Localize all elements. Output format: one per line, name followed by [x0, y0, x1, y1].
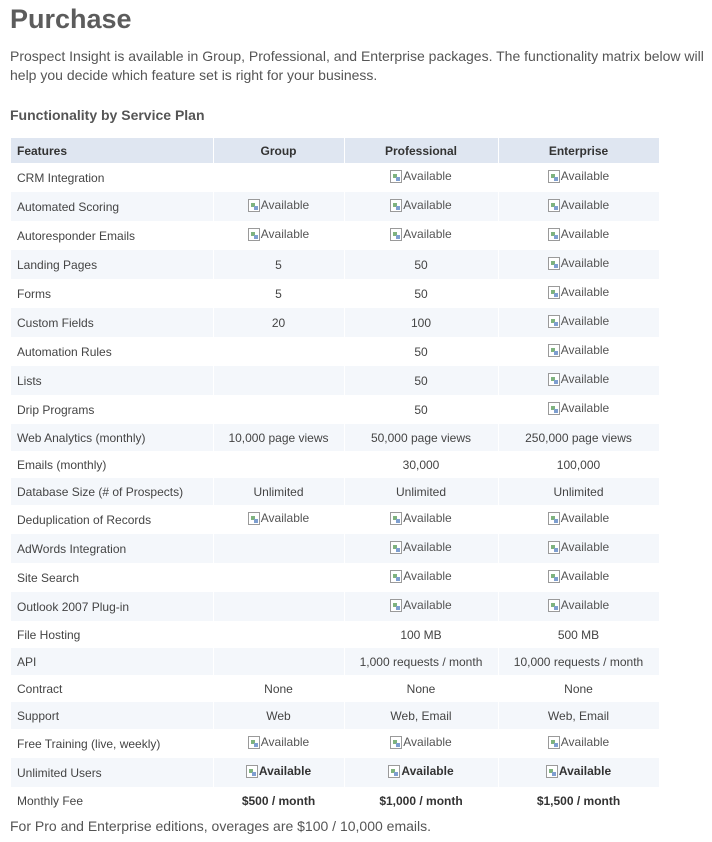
feature-name: Support: [11, 702, 213, 729]
available-label: Available: [403, 511, 452, 526]
cell-professional: [344, 163, 498, 192]
feature-name: Database Size (# of Prospects): [11, 478, 213, 505]
cell-group: Web: [213, 702, 344, 729]
table-row: [11, 424, 659, 451]
header-features: Features: [11, 138, 213, 163]
broken-image-icon: [390, 736, 402, 749]
available-label: Available: [560, 569, 610, 584]
cell-group: [213, 729, 344, 758]
feature-name: Outlook 2007 Plug-in: [11, 592, 213, 621]
cell-group: [213, 563, 344, 592]
table-row: [11, 308, 659, 337]
available-label: Available: [558, 764, 612, 779]
available-label: Available: [403, 198, 452, 213]
table-row: [11, 621, 659, 648]
available-image: [548, 401, 609, 415]
available-label: Available: [560, 169, 610, 184]
feature-name: Unlimited Users: [11, 758, 213, 787]
available-image: [390, 511, 451, 525]
available-image: [390, 540, 451, 554]
feature-name: Web Analytics (monthly): [11, 424, 213, 451]
cell-enterprise: [498, 505, 659, 534]
available-image: [248, 511, 309, 525]
available-label: Available: [560, 227, 610, 242]
available-label: Available: [260, 227, 310, 242]
available-label: Available: [560, 314, 610, 329]
cell-enterprise: [498, 729, 659, 758]
cell-professional: 50,000 page views: [344, 424, 498, 451]
feature-name: Landing Pages: [11, 250, 213, 279]
available-label: Available: [560, 343, 610, 358]
broken-image-icon: [548, 344, 560, 357]
available-label: Available: [403, 598, 452, 613]
cell-professional: [344, 563, 498, 592]
broken-image-icon: [390, 541, 402, 554]
available-image: [248, 735, 309, 749]
available-image: [548, 540, 609, 554]
available-image: [546, 764, 611, 778]
table-row: [11, 221, 659, 250]
feature-name: Emails (monthly): [11, 451, 213, 478]
feature-name: CRM Integration: [11, 163, 213, 192]
cell-group: [213, 395, 344, 424]
cell-enterprise: [498, 192, 659, 221]
feature-name: Custom Fields: [11, 308, 213, 337]
feature-name: Automation Rules: [11, 337, 213, 366]
cell-professional: 1,000 requests / month: [344, 648, 498, 675]
feature-name: File Hosting: [11, 621, 213, 648]
cell-professional: 50: [344, 250, 498, 279]
available-image: [548, 598, 609, 612]
available-image: [548, 372, 609, 386]
available-label: Available: [560, 540, 610, 555]
broken-image-icon: [248, 199, 260, 212]
available-image: [390, 598, 451, 612]
available-label: Available: [403, 227, 452, 242]
available-label: Available: [560, 511, 610, 526]
available-image: [246, 764, 311, 778]
broken-image-icon: [248, 512, 260, 525]
feature-name: Forms: [11, 279, 213, 308]
feature-name: Lists: [11, 366, 213, 395]
cell-group: 5: [213, 279, 344, 308]
table-body: [11, 163, 659, 814]
available-label: Available: [560, 372, 610, 387]
feature-name: Deduplication of Records: [11, 505, 213, 534]
cell-professional: None: [344, 675, 498, 702]
broken-image-icon: [548, 570, 560, 583]
available-image: [548, 227, 609, 241]
feature-name: Autoresponder Emails: [11, 221, 213, 250]
cell-group: None: [213, 675, 344, 702]
available-image: [548, 511, 609, 525]
cell-professional: 50: [344, 337, 498, 366]
broken-image-icon: [548, 228, 560, 241]
table-row: [11, 758, 659, 787]
table-row: [11, 563, 659, 592]
available-image: [548, 569, 609, 583]
cell-professional: $1,000 / month: [344, 787, 498, 814]
available-image: [548, 169, 609, 183]
available-label: Available: [403, 540, 452, 555]
available-label: Available: [403, 735, 452, 750]
cell-group: [213, 505, 344, 534]
available-image: [548, 285, 609, 299]
available-image: [548, 314, 609, 328]
available-image: [548, 256, 609, 270]
broken-image-icon: [246, 765, 258, 778]
table-row: [11, 592, 659, 621]
table-row: [11, 787, 659, 814]
available-image: [388, 764, 453, 778]
table-row: [11, 702, 659, 729]
available-label: Available: [560, 735, 610, 750]
cell-group: [213, 337, 344, 366]
cell-group: 5: [213, 250, 344, 279]
feature-name: Site Search: [11, 563, 213, 592]
cell-enterprise: [498, 592, 659, 621]
cell-enterprise: [498, 337, 659, 366]
cell-professional: [344, 592, 498, 621]
broken-image-icon: [248, 228, 260, 241]
available-image: [390, 227, 451, 241]
footnote: For Pro and Enterprise editions, overages are $100 / 10,000 emails.: [10, 818, 432, 834]
broken-image-icon: [390, 228, 402, 241]
table-row: [11, 729, 659, 758]
cell-enterprise: [498, 534, 659, 563]
table-row: [11, 366, 659, 395]
feature-name: Drip Programs: [11, 395, 213, 424]
cell-professional: [344, 192, 498, 221]
cell-professional: [344, 729, 498, 758]
cell-enterprise: [498, 221, 659, 250]
cell-professional: [344, 534, 498, 563]
available-image: [548, 735, 609, 749]
cell-enterprise: [498, 279, 659, 308]
available-label: Available: [260, 198, 310, 213]
header-enterprise: Enterprise: [498, 138, 659, 163]
cell-group: [213, 621, 344, 648]
table-row: [11, 279, 659, 308]
cell-enterprise: [498, 366, 659, 395]
cell-group: $500 / month: [213, 787, 344, 814]
table-row: [11, 395, 659, 424]
broken-image-icon: [390, 199, 402, 212]
cell-professional: [344, 221, 498, 250]
cell-professional: 100: [344, 308, 498, 337]
table-header-row: [11, 138, 659, 163]
broken-image-icon: [548, 736, 560, 749]
cell-professional: Web, Email: [344, 702, 498, 729]
broken-image-icon: [548, 315, 560, 328]
available-image: [390, 169, 451, 183]
table-row: [11, 505, 659, 534]
cell-enterprise: Web, Email: [498, 702, 659, 729]
feature-name: Free Training (live, weekly): [11, 729, 213, 758]
cell-enterprise: [498, 250, 659, 279]
available-image: [548, 343, 609, 357]
cell-enterprise: 500 MB: [498, 621, 659, 648]
intro-paragraph: Prospect Insight is available in Group, Professional, and Enterprise packages. The functionality matrix below will help you decide which feature set is right for your business.: [10, 48, 704, 83]
cell-enterprise: [498, 563, 659, 592]
cell-professional: 30,000: [344, 451, 498, 478]
broken-image-icon: [548, 599, 560, 612]
broken-image-icon: [546, 765, 558, 778]
cell-enterprise: [498, 163, 659, 192]
cell-professional: [344, 758, 498, 787]
cell-enterprise: Unlimited: [498, 478, 659, 505]
table-row: [11, 163, 659, 192]
cell-professional: 100 MB: [344, 621, 498, 648]
cell-group: [213, 221, 344, 250]
table-row: [11, 534, 659, 563]
cell-enterprise: 10,000 requests / month: [498, 648, 659, 675]
page-title: Purchase: [10, 4, 132, 34]
feature-name: Automated Scoring: [11, 192, 213, 221]
available-label: Available: [560, 256, 610, 271]
section-title: Functionality by Service Plan: [10, 107, 205, 123]
available-label: Available: [560, 285, 610, 300]
cell-group: [213, 648, 344, 675]
table-row: [11, 192, 659, 221]
available-label: Available: [560, 598, 610, 613]
cell-group: [213, 451, 344, 478]
cell-enterprise: [498, 308, 659, 337]
header-professional: Professional: [344, 138, 498, 163]
table-row: [11, 648, 659, 675]
feature-name: Contract: [11, 675, 213, 702]
table-row: [11, 478, 659, 505]
cell-group: [213, 192, 344, 221]
available-image: [548, 198, 609, 212]
broken-image-icon: [390, 170, 402, 183]
available-label: Available: [403, 169, 452, 184]
broken-image-icon: [548, 402, 560, 415]
cell-professional: 50: [344, 279, 498, 308]
available-label: Available: [260, 735, 310, 750]
cell-enterprise: None: [498, 675, 659, 702]
broken-image-icon: [548, 286, 560, 299]
available-image: [390, 569, 451, 583]
cell-enterprise: [498, 395, 659, 424]
cell-group: [213, 366, 344, 395]
cell-group: Unlimited: [213, 478, 344, 505]
table-row: [11, 337, 659, 366]
broken-image-icon: [390, 570, 402, 583]
cell-group: [213, 534, 344, 563]
table-row: [11, 451, 659, 478]
cell-group: [213, 758, 344, 787]
feature-name: AdWords Integration: [11, 534, 213, 563]
table-row: [11, 250, 659, 279]
cell-group: 10,000 page views: [213, 424, 344, 451]
cell-group: 20: [213, 308, 344, 337]
cell-group: [213, 163, 344, 192]
broken-image-icon: [248, 736, 260, 749]
available-label: Available: [258, 764, 312, 779]
available-image: [248, 227, 309, 241]
cell-professional: [344, 505, 498, 534]
cell-enterprise: 100,000: [498, 451, 659, 478]
cell-enterprise: [498, 758, 659, 787]
broken-image-icon: [548, 373, 560, 386]
broken-image-icon: [548, 541, 560, 554]
broken-image-icon: [548, 512, 560, 525]
table-row: [11, 675, 659, 702]
broken-image-icon: [548, 199, 560, 212]
available-image: [390, 198, 451, 212]
cell-professional: 50: [344, 395, 498, 424]
available-label: Available: [401, 764, 454, 779]
feature-name: Monthly Fee: [11, 787, 213, 814]
broken-image-icon: [548, 257, 560, 270]
cell-professional: 50: [344, 366, 498, 395]
broken-image-icon: [390, 599, 402, 612]
header-group: Group: [213, 138, 344, 163]
functionality-matrix: [11, 138, 660, 814]
available-image: [390, 735, 451, 749]
cell-group: [213, 592, 344, 621]
available-label: Available: [560, 198, 610, 213]
available-label: Available: [560, 401, 610, 416]
broken-image-icon: [388, 765, 400, 778]
broken-image-icon: [390, 512, 402, 525]
broken-image-icon: [548, 170, 560, 183]
feature-name: API: [11, 648, 213, 675]
cell-professional: Unlimited: [344, 478, 498, 505]
available-label: Available: [403, 569, 452, 584]
cell-enterprise: $1,500 / month: [498, 787, 659, 814]
available-image: [248, 198, 309, 212]
available-label: Available: [260, 511, 310, 526]
cell-enterprise: 250,000 page views: [498, 424, 659, 451]
